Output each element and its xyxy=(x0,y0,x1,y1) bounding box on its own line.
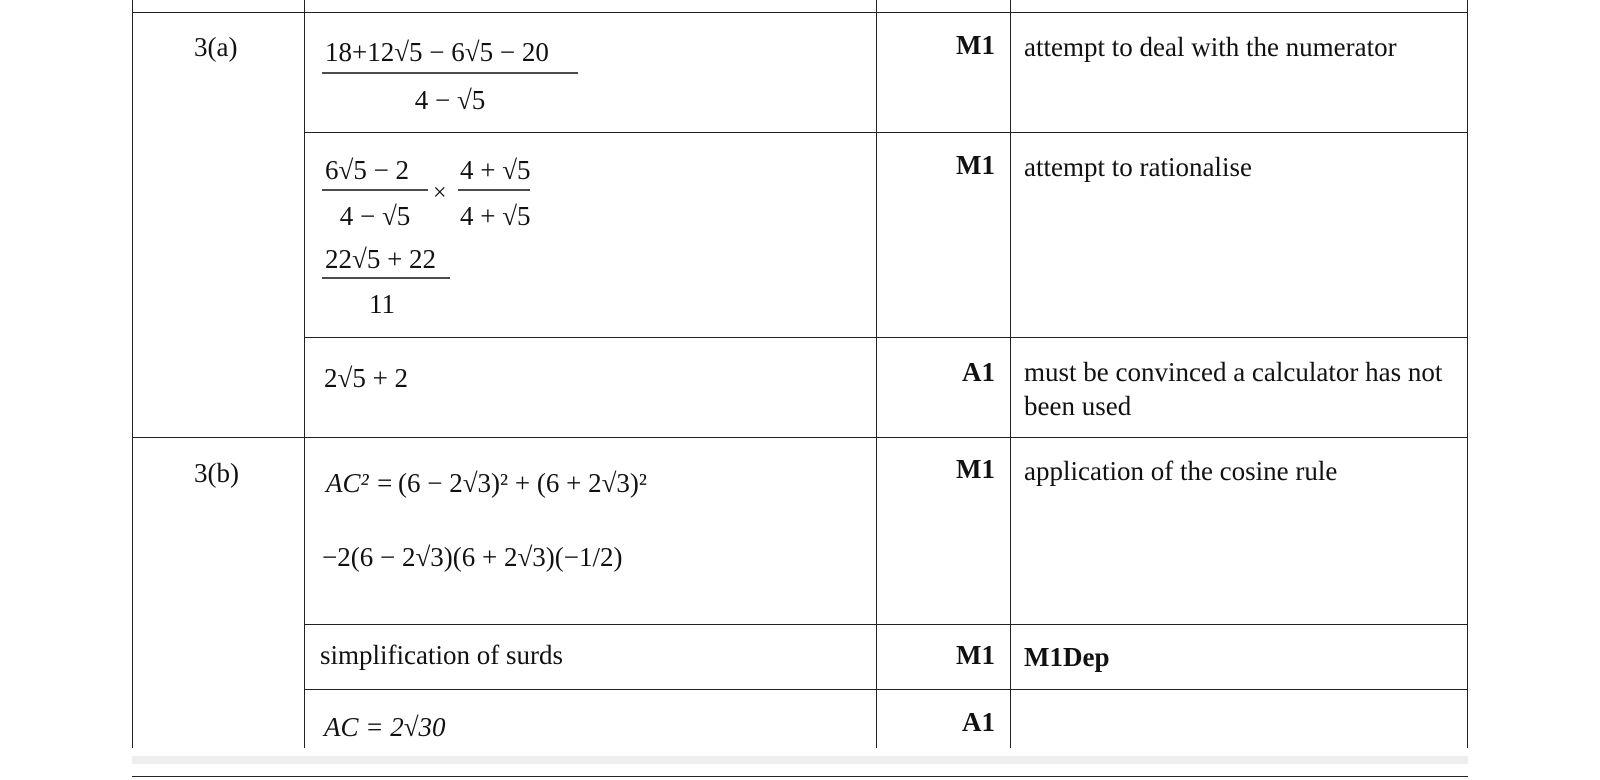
times-sign: × xyxy=(433,180,447,206)
mark-code: A1 xyxy=(962,707,995,737)
row-border-top xyxy=(132,12,1468,13)
working-answer: AC = 2√30 xyxy=(324,712,446,742)
fraction-numerator: 18+12√5 − 6√5 − 20 xyxy=(325,37,549,67)
working-result: 2√5 + 2 xyxy=(324,363,409,393)
row-border-bottom xyxy=(132,776,1468,777)
equation-line: −2(6 − 2√3)(6 + 2√3)(−1/2) xyxy=(322,542,623,572)
page-footer-band xyxy=(132,756,1468,764)
col-border-left xyxy=(132,0,133,748)
fraction-denominator: 4 + √5 xyxy=(460,201,531,231)
working-fraction xyxy=(320,30,590,127)
row-border xyxy=(304,132,1468,133)
mark-code: M1 xyxy=(956,150,995,180)
col-border-right xyxy=(1467,0,1468,748)
working-cosine-rule xyxy=(322,456,742,619)
equation-rhs: (6 − 2√3)² + (6 + 2√3)² xyxy=(398,468,647,498)
question-label: 3(b) xyxy=(194,458,239,488)
row-border xyxy=(304,337,1468,338)
col-border-working xyxy=(876,0,877,748)
working-rationalise xyxy=(320,150,580,332)
col-border-question xyxy=(304,0,305,748)
row-border xyxy=(304,624,1468,625)
fraction-numerator: 6√5 − 2 xyxy=(325,155,410,185)
question-label: 3(a) xyxy=(194,32,238,62)
equation-lhs: AC² = xyxy=(326,468,394,498)
mark-code: M1 xyxy=(956,454,995,484)
mark-code: M1 xyxy=(956,30,995,60)
marking-note: attempt to rationalise xyxy=(1024,152,1252,182)
marking-note: must be convinced a calculator has not been used xyxy=(1024,357,1443,421)
fraction-numerator: 4 + √5 xyxy=(460,155,531,185)
fraction-denominator: 4 − √5 xyxy=(339,201,411,231)
mark-code: A1 xyxy=(962,357,995,387)
marking-note: M1Dep xyxy=(1024,642,1110,672)
fraction-denominator: 11 xyxy=(369,289,395,319)
fraction-numerator: 22√5 + 22 xyxy=(325,244,437,274)
marking-note: attempt to deal with the numerator xyxy=(1024,32,1397,62)
mark-code: M1 xyxy=(956,640,995,670)
working-text: simplification of surds xyxy=(320,640,563,670)
col-border-mark xyxy=(1010,0,1011,748)
fraction-denominator: 4 − √5 xyxy=(414,85,486,115)
row-border xyxy=(304,689,1468,690)
marking-note: application of the cosine rule xyxy=(1024,456,1338,486)
row-border xyxy=(132,437,1468,438)
